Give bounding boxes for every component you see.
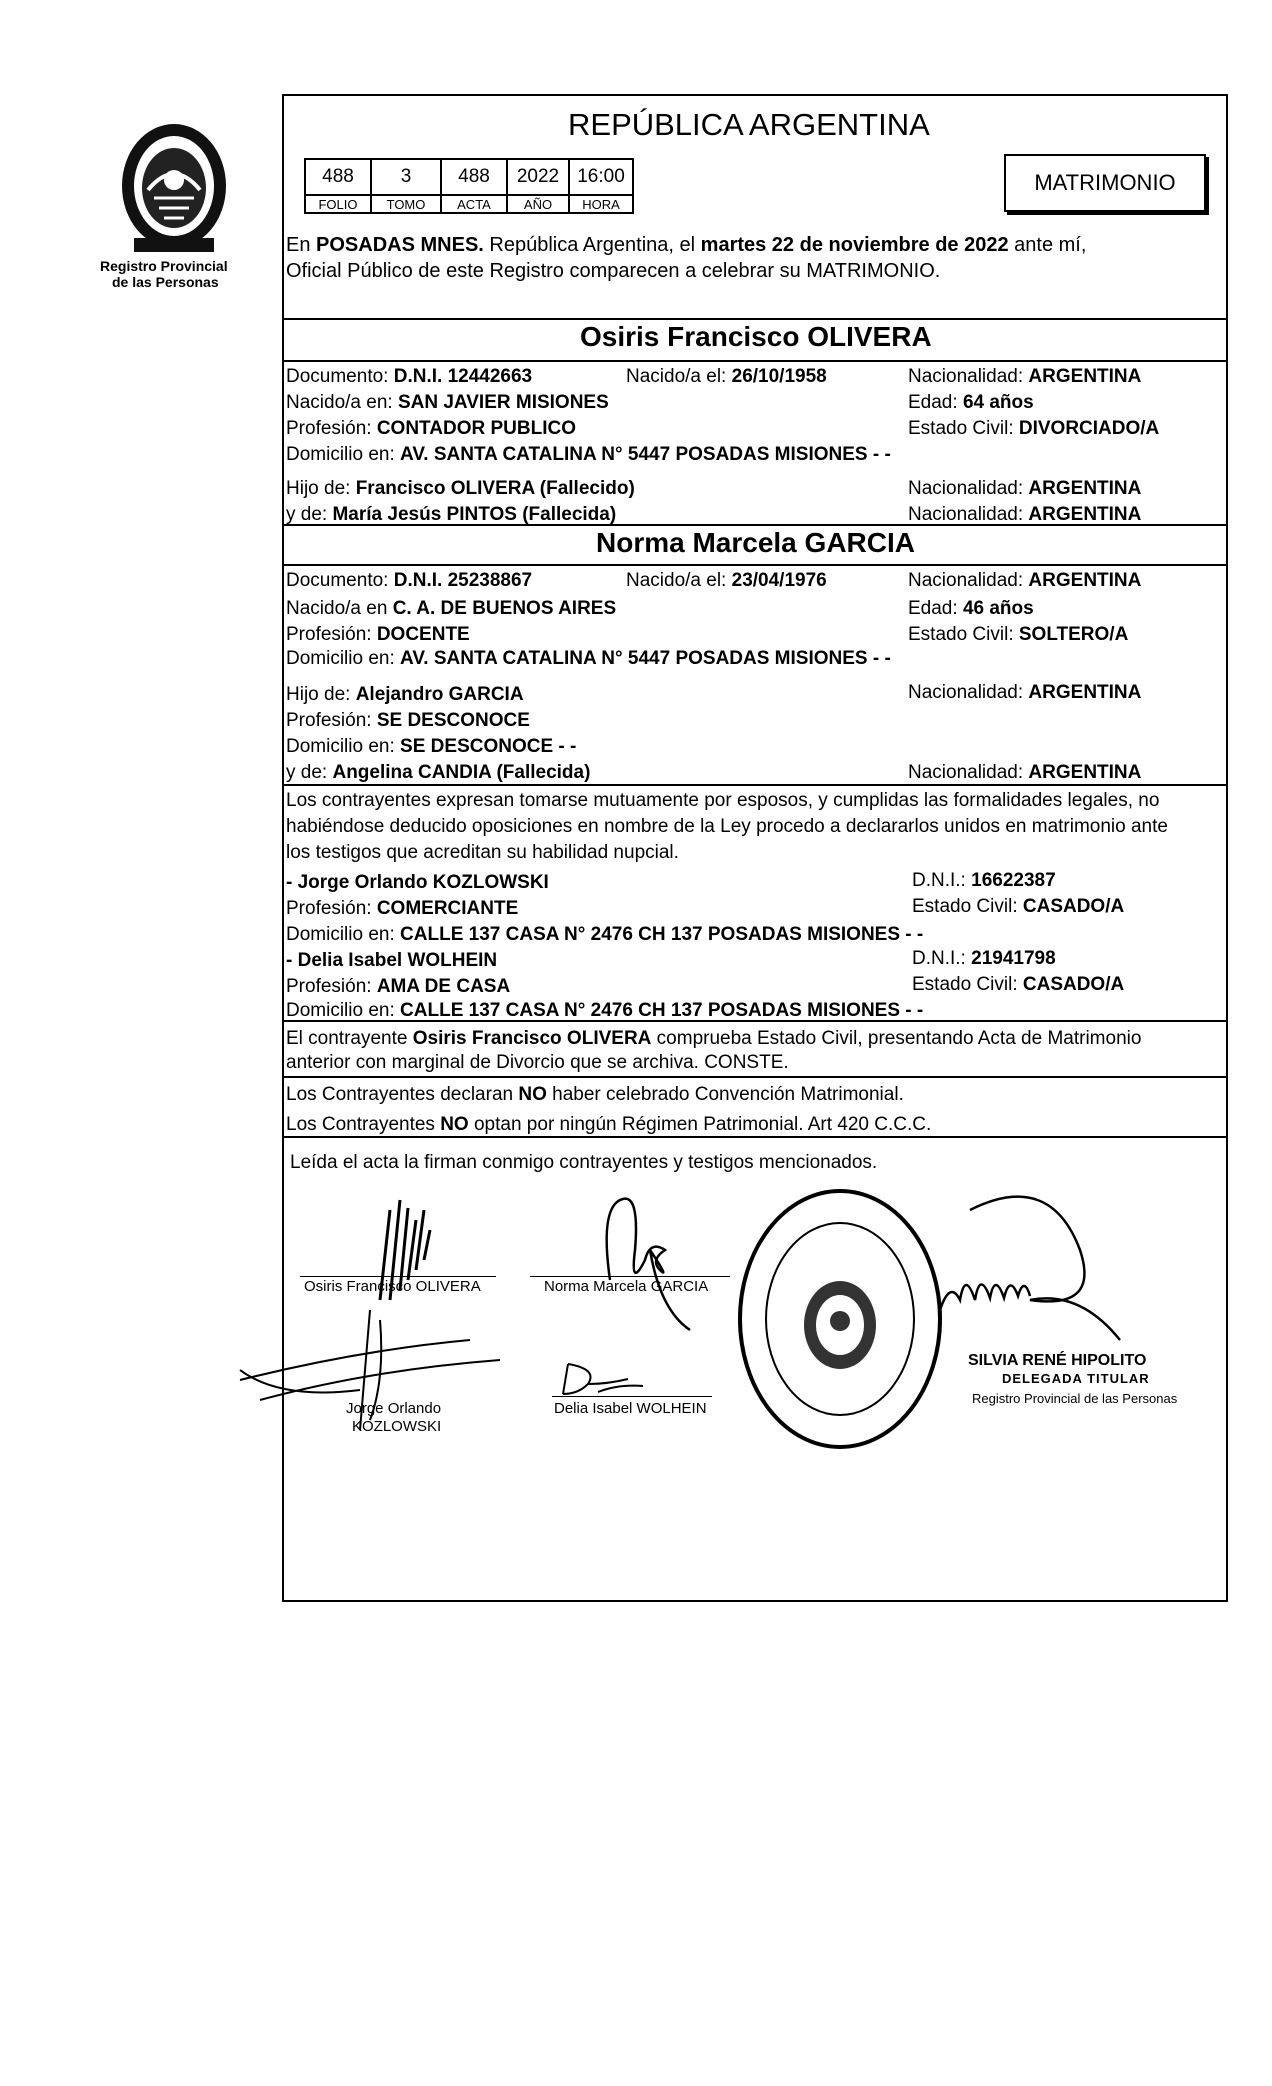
witness2-civil-status: [912, 974, 1124, 996]
spouse1-birthplace: [286, 392, 609, 414]
value: Francisco OLIVERA (Fallecido): [355, 478, 635, 499]
label: Domicilio en:: [286, 924, 401, 945]
label: Nacionalidad:: [908, 762, 1029, 783]
label: Domicilio en:: [286, 444, 401, 465]
value: D.N.I. 12442663: [393, 366, 533, 387]
spouse2-father-nationality: [908, 682, 1141, 704]
hour-label: HORA: [569, 195, 633, 213]
value: 23/04/1976: [731, 570, 827, 591]
label: Domicilio en:: [286, 736, 401, 757]
regime-text: Los Contrayentes: [286, 1114, 441, 1135]
value: Alejandro GARCIA: [355, 684, 524, 705]
label: Hijo de:: [286, 478, 356, 499]
signature-official: [880, 1190, 1170, 1360]
spouse1-document: [286, 366, 532, 388]
signature-garcia: [590, 1190, 700, 1340]
declaration-line2: habiéndose deducido oposiciones en nombre de la Ley procedo a declararlos unidos en matrimonio ante: [286, 816, 1168, 837]
regime-text: haber celebrado Convención Matrimonial.: [546, 1084, 904, 1105]
civil-status-note-line2: anterior con marginal de Divorcio que se archiva. CONSTE.: [286, 1052, 789, 1073]
value: ARGENTINA: [1028, 366, 1142, 387]
label: Profesión:: [286, 710, 377, 731]
value: 21941798: [971, 948, 1056, 969]
label: Domicilio en:: [286, 648, 401, 669]
regime-line2: [286, 1114, 931, 1136]
value: CALLE 137 CASA N° 2476 CH 137 POSADAS MISIONES - -: [400, 1000, 924, 1021]
witness2-address: [286, 1000, 923, 1022]
value: ARGENTINA: [1028, 504, 1142, 525]
hour-value: 16:00: [569, 159, 633, 195]
value: D.N.I. 25238867: [393, 570, 533, 591]
witness1-name: - Jorge Orlando KOZLOWSKI: [286, 872, 549, 893]
spouse2-birth-date: [626, 570, 827, 592]
label: D.N.I.:: [912, 870, 972, 891]
registry-logo: [104, 118, 244, 258]
tomo-value: 3: [371, 159, 441, 195]
divider: [282, 318, 1228, 320]
regime-text: optan por ningún Régimen Patrimonial. Art 420 C.C.C.: [468, 1114, 932, 1135]
regime-line1: [286, 1084, 904, 1106]
witness1-dni: [912, 870, 1056, 892]
spouse1-age: [908, 392, 1034, 414]
note-name: Osiris Francisco OLIVERA: [412, 1028, 652, 1049]
spouse2-father-profession: [286, 710, 530, 732]
value: María Jesús PINTOS (Fallecida): [332, 504, 617, 525]
spouse2-mother-nationality: [908, 762, 1141, 784]
intro-line1: [286, 234, 1086, 256]
label: Nacido/a en:: [286, 392, 398, 413]
regime-no: NO: [518, 1084, 547, 1105]
value: ARGENTINA: [1028, 478, 1142, 499]
label: Domicilio en:: [286, 1000, 401, 1021]
signature-label-kozlowski-2: KOZLOWSKI: [352, 1418, 442, 1435]
spouse1-profession: [286, 418, 576, 440]
declaration-line1: Los contrayentes expresan tomarse mutuamente por esposos, y cumplidas las formalidades legales, no: [286, 790, 1160, 811]
divider: [282, 564, 1228, 566]
label: Estado Civil:: [908, 624, 1019, 645]
spouse1-name: Osiris Francisco OLIVERA: [580, 321, 932, 352]
note-text: comprueba Estado Civil, presentando Acta de Matrimonio: [651, 1028, 1142, 1049]
civil-status-note-line1: [286, 1028, 1141, 1050]
witness1-profession: [286, 898, 518, 920]
value: CASADO/A: [1022, 896, 1125, 917]
label: Documento:: [286, 366, 394, 387]
value: Angelina CANDIA (Fallecida): [332, 762, 591, 783]
folio-label: FOLIO: [305, 195, 371, 213]
signature-label-kozlowski-1: Jorge Orlando: [346, 1400, 442, 1417]
label: Nacionalidad:: [908, 366, 1029, 387]
signature-label-olivera: Osiris Francisco OLIVERA: [304, 1278, 481, 1295]
witness2-dni: [912, 948, 1056, 970]
logo-caption-line1: Registro Provincial: [100, 258, 228, 274]
label: Profesión:: [286, 898, 377, 919]
regime-no: NO: [440, 1114, 469, 1135]
label: Nacionalidad:: [908, 570, 1029, 591]
folio-value: 488: [305, 159, 371, 195]
value: AMA DE CASA: [376, 976, 511, 997]
spouse2-civil-status: [908, 624, 1128, 646]
value: SAN JAVIER MISIONES: [397, 392, 609, 413]
intro-date: martes 22 de noviembre de 2022: [700, 234, 1009, 256]
coat-of-arms-icon: [104, 118, 244, 258]
value: 16622387: [971, 870, 1056, 891]
intro-text: En: [286, 234, 317, 256]
signature-line: [530, 1276, 730, 1277]
label: Profesión:: [286, 418, 377, 439]
value: 26/10/1958: [731, 366, 827, 387]
divider: [282, 1136, 1228, 1138]
label: Nacionalidad:: [908, 478, 1029, 499]
value: AV. SANTA CATALINA N° 5447 POSADAS MISIONES - -: [400, 648, 891, 669]
intro-city: POSADAS MNES.: [316, 234, 484, 256]
closing-text: Leída el acta la firman conmigo contrayentes y testigos mencionados.: [290, 1152, 878, 1173]
value: DOCENTE: [376, 624, 470, 645]
spouse2-document: [286, 570, 532, 592]
divider: [282, 1076, 1228, 1078]
label: Hijo de:: [286, 684, 356, 705]
label: Nacido/a el:: [626, 366, 732, 387]
value: SE DESCONOCE - -: [400, 736, 577, 757]
witness2-name: - Delia Isabel WOLHEIN: [286, 950, 498, 971]
document-type: MATRIMONIO: [1034, 170, 1176, 195]
signature-label-garcia: Norma Marcela GARCIA: [544, 1278, 709, 1295]
label: y de:: [286, 504, 333, 525]
spouse1-mother: [286, 504, 616, 526]
official-office: Registro Provincial de las Personas: [972, 1391, 1178, 1406]
spouse1-nationality: [908, 366, 1141, 388]
value: C. A. DE BUENOS AIRES: [392, 598, 617, 619]
spouse1-father: [286, 478, 635, 500]
value: ARGENTINA: [1028, 570, 1142, 591]
official-name: SILVIA RENÉ HIPOLITO: [968, 1352, 1147, 1369]
signature-line: [552, 1396, 712, 1397]
spouse1-father-nationality: [908, 478, 1141, 500]
label: Estado Civil:: [908, 418, 1019, 439]
label: Profesión:: [286, 976, 377, 997]
spouse2-address: [286, 648, 891, 670]
divider: [282, 360, 1228, 362]
value: 64 años: [962, 392, 1034, 413]
note-text: El contrayente: [286, 1028, 413, 1049]
signature-label-wolhein: Delia Isabel WOLHEIN: [554, 1400, 707, 1417]
spouse2-birthplace: [286, 598, 616, 620]
spouse2-age: [908, 598, 1034, 620]
intro-line2: Oficial Público de este Registro comparecen a celebrar su MATRIMONIO.: [286, 260, 941, 282]
value: ARGENTINA: [1028, 682, 1142, 703]
spouse2-nationality: [908, 570, 1141, 592]
label: Nacido/a el:: [626, 570, 732, 591]
value: 46 años: [962, 598, 1034, 619]
value: SOLTERO/A: [1018, 624, 1129, 645]
acta-value: 488: [441, 159, 507, 195]
spouse1-address: [286, 444, 891, 466]
value: CALLE 137 CASA N° 2476 CH 137 POSADAS MISIONES - -: [400, 924, 924, 945]
intro-text: ante mí,: [1008, 234, 1087, 256]
spouse2-father: [286, 684, 524, 706]
label: Profesión:: [286, 624, 377, 645]
document-type-box: [1004, 154, 1206, 212]
divider: [282, 784, 1228, 786]
label: Documento:: [286, 570, 394, 591]
registry-table: [304, 158, 634, 214]
year-value: 2022: [507, 159, 569, 195]
acta-label: ACTA: [441, 195, 507, 213]
declaration-line3: los testigos que acreditan su habilidad nupcial.: [286, 842, 679, 863]
value: SE DESCONOCE: [376, 710, 530, 731]
tomo-label: TOMO: [371, 195, 441, 213]
label: Nacido/a en: [286, 598, 393, 619]
label: Estado Civil:: [912, 896, 1023, 917]
intro-text: República Argentina, el: [483, 234, 701, 256]
value: CONTADOR PUBLICO: [376, 418, 576, 439]
logo-caption-line2: de las Personas: [112, 274, 219, 290]
official-title: DELEGADA TITULAR: [1002, 1371, 1150, 1386]
spouse2-mother: [286, 762, 590, 784]
label: Nacionalidad:: [908, 504, 1029, 525]
spouse2-name: Norma Marcela GARCIA: [596, 527, 915, 558]
label: Edad:: [908, 392, 963, 413]
year-label: AÑO: [507, 195, 569, 213]
page-title: REPÚBLICA ARGENTINA: [568, 107, 930, 142]
spouse1-birth-date: [626, 366, 827, 388]
value: CASADO/A: [1022, 974, 1125, 995]
spouse1-civil-status: [908, 418, 1159, 440]
witness1-civil-status: [912, 896, 1124, 918]
witness2-profession: [286, 976, 510, 998]
label: Estado Civil:: [912, 974, 1023, 995]
label: Nacionalidad:: [908, 682, 1029, 703]
value: ARGENTINA: [1028, 762, 1142, 783]
value: COMERCIANTE: [376, 898, 519, 919]
spouse1-mother-nationality: [908, 504, 1141, 526]
label: Edad:: [908, 598, 963, 619]
signature-line: [300, 1276, 496, 1277]
witness1-address: [286, 924, 923, 946]
value: DIVORCIADO/A: [1018, 418, 1160, 439]
regime-text: Los Contrayentes declaran: [286, 1084, 519, 1105]
label: D.N.I.:: [912, 948, 972, 969]
spouse2-profession: [286, 624, 470, 646]
label: y de:: [286, 762, 333, 783]
spouse2-father-address: [286, 736, 576, 758]
value: AV. SANTA CATALINA N° 5447 POSADAS MISIONES - -: [400, 444, 891, 465]
